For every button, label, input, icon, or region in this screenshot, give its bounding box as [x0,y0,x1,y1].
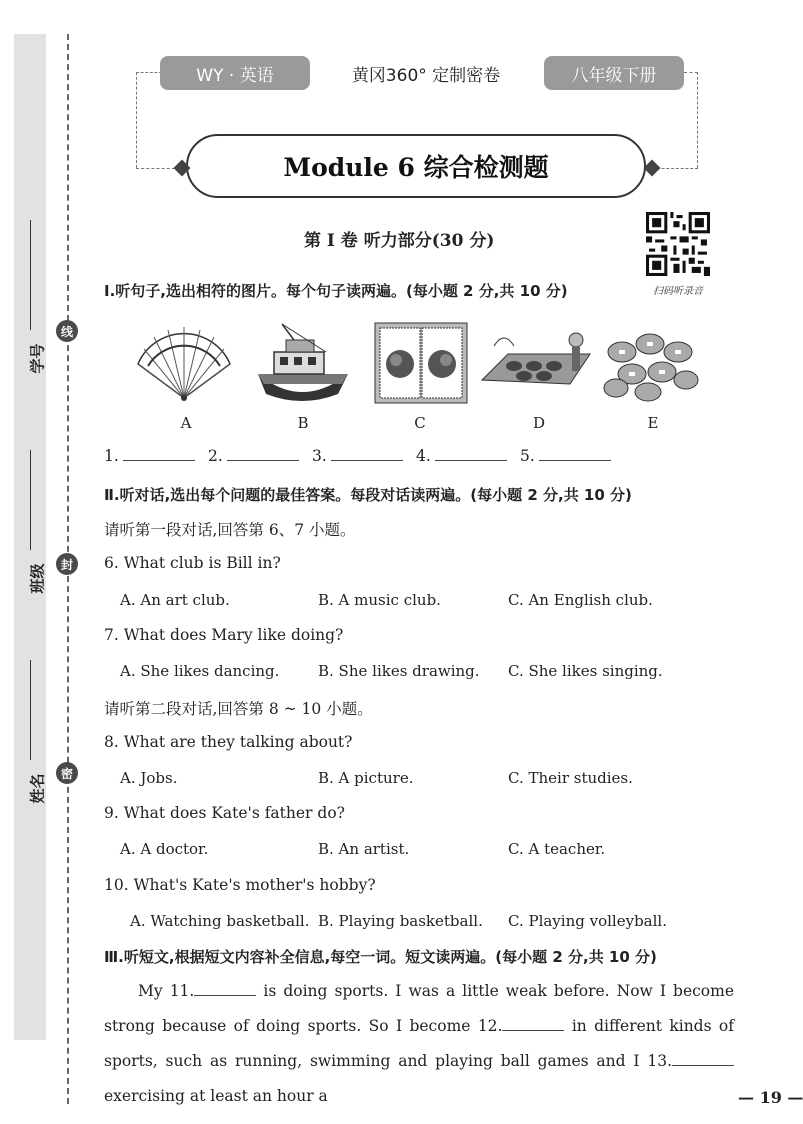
picture-label-b: B [297,414,309,432]
answer-blank-2[interactable] [208,447,299,465]
grade-tag: 八年级下册 [544,56,684,90]
coins-icon [602,322,702,404]
listening-passage: My 11. is doing sports. I was a little weak before. Now I become strong because of doing sports. So I become 12. in different kinds of sports, such as running, swimming and playing ball games and I 13. exercising at least an hour a [104,982,735,1105]
name-line [30,660,31,760]
option-7a[interactable]: A. She likes dancing. [120,662,280,680]
page-number: — 19 — [738,1088,803,1107]
subject-tag: WY · 英语 [160,56,310,90]
header-bar [160,56,684,90]
option-7c[interactable]: C. She likes singing. [508,662,663,680]
option-9c[interactable]: C. A teacher. [508,840,606,858]
picture-label-e: E [647,414,659,432]
answer-blank-3[interactable] [312,447,403,465]
option-7b[interactable]: B. She likes drawing. [318,662,480,680]
stamps-icon [374,322,468,404]
answer-blank-5[interactable] [520,447,611,465]
answer-line [331,447,403,461]
part2-intro-2: 请听第二段对话,回答第 8 ~ 10 小题。 [104,700,373,718]
frame-dash-right [697,72,698,168]
question-10: 10. What's Kate's mother's hobby? [104,876,376,894]
blank-number: 3. [312,447,327,465]
page-title: Module 6 综合检测题 [186,134,646,198]
seal-mark-line: 线 [56,320,78,342]
diamond-right-icon [644,160,661,177]
option-9b[interactable]: B. An artist. [318,840,410,858]
option-10c[interactable]: C. Playing volleyball. [508,912,667,930]
name-label: 姓名 [28,773,47,804]
question-7: 7. What does Mary like doing? [104,626,344,644]
part3-instruction: Ⅲ.听短文,根据短文内容补全信息,每空一词。短文读两遍。(每小题 2 分,共 10 分) [104,948,657,966]
option-9a[interactable]: A. A doctor. [120,840,209,858]
frame-dash-left-top [136,72,162,73]
option-6b[interactable]: B. A music club. [318,591,441,609]
picture-label-a: A [180,414,192,432]
seal-mark-secret: 密 [56,762,78,784]
question-8: 8. What are they talking about? [104,733,353,751]
farm-icon [478,322,594,402]
question-6: 6. What club is Bill in? [104,554,281,572]
part2-intro-1: 请听第一段对话,回答第 6、7 小题。 [104,521,356,539]
class-label: 班级 [28,563,47,594]
option-6a[interactable]: A. An art club. [120,591,230,609]
blank-11[interactable]: 11. [170,982,257,1000]
section-title: 第 I 卷 听力部分(30 分) [304,231,495,251]
option-8c[interactable]: C. Their studies. [508,769,633,787]
answer-line [123,447,195,461]
option-8b[interactable]: B. A picture. [318,769,414,787]
boat-icon [252,322,352,406]
blank-number: 5. [520,447,535,465]
answer-line [227,447,299,461]
qr-caption: 扫码听录音 [653,286,703,297]
blank-12[interactable]: 12. [478,1017,565,1035]
frame-dash-right-top [684,72,698,73]
class-line [30,450,31,550]
frame-dash-left [136,72,137,168]
series-name: 黄冈360° 定制密卷 [351,65,501,86]
question-9: 9. What does Kate's father do? [104,804,345,822]
part1-instruction: I.听句子,选出相符的图片。每个句子读两遍。(每小题 2 分,共 10 分) [104,282,568,300]
option-10b[interactable]: B. Playing basketball. [318,912,483,930]
name-field[interactable] [16,660,46,820]
answer-line [435,447,507,461]
option-8a[interactable]: A. Jobs. [120,769,178,787]
blank-number: 1. [104,447,119,465]
fan-icon [134,322,234,404]
answer-line [539,447,611,461]
picture-label-c: C [414,414,426,432]
student-id-label: 学号 [28,343,47,374]
student-id-field[interactable] [16,220,46,380]
option-10a[interactable]: A. Watching basketball. [130,912,310,930]
class-field[interactable] [16,450,46,610]
part2-instruction: Ⅱ.听对话,选出每个问题的最佳答案。每段对话读两遍。(每小题 2 分,共 10 分) [104,486,632,504]
blank-number: 2. [208,447,223,465]
option-6c[interactable]: C. An English club. [508,591,653,609]
answer-blank-1[interactable] [104,447,195,465]
student-id-line [30,220,31,330]
answer-blank-4[interactable] [416,447,507,465]
blank-13[interactable]: 13. [647,1052,734,1070]
qr-code-icon[interactable] [646,212,710,276]
blank-number: 4. [416,447,431,465]
picture-label-d: D [532,414,546,432]
seal-mark-seal: 封 [56,553,78,575]
